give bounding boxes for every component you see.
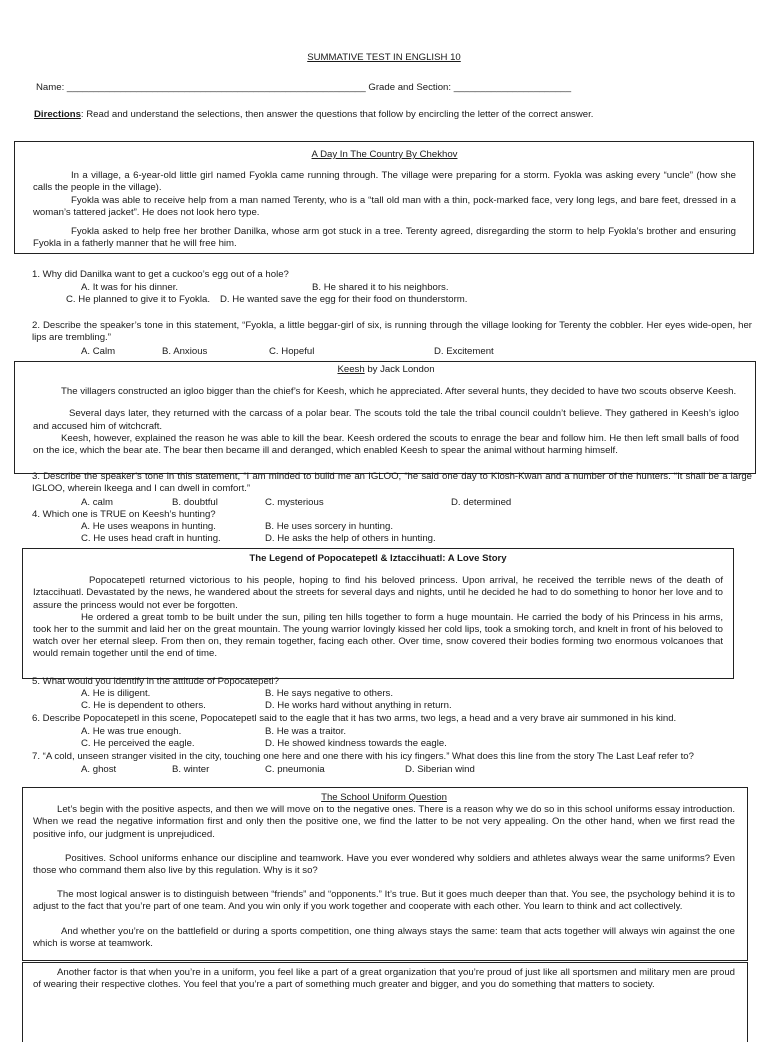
option-d[interactable]: D. He works hard without anything in return. — [265, 700, 452, 711]
story-paragraph: Fyokla was able to receive help from a man named Terenty, who is a “tall old man with a thin, pock-marked face, very long legs, and bare feet, dressed in a woman’s tattered jacket”. He does not look hero type. — [33, 194, 736, 218]
option-b[interactable]: B. doubtful — [172, 497, 218, 508]
option-b[interactable]: B. He was a traitor. — [265, 726, 347, 737]
story-paragraph: The most logical answer is to distinguish between “friends” and “opponents.” It’s true. But it goes much deeper than that. You see, the psychology behind it is to adjust to the fact that you’re part of one team. And you win only if you work together and cooperate with each other. You learn to think and act collectively. — [33, 889, 735, 913]
story-title: The School Uniform Question — [321, 792, 447, 803]
option-d[interactable]: D. Excitement — [434, 346, 494, 357]
option-c[interactable]: C. pneumonia — [265, 764, 325, 775]
question-1-stem: 1. Why did Danilka want to get a cuckoo’s egg out of a hole? — [32, 269, 289, 280]
option-a[interactable]: A. Calm — [81, 346, 116, 357]
story-paragraph: The villagers constructed an igloo bigger than the chief’s for Keesh, which he appreciated. After several hunts, they decided to have two scouts observe Keesh. — [61, 386, 737, 398]
question-7-stem: 7. “A cold, unseen stranger visited in the city, touching one here and one there with his icy fingers.” What does this line from the story The Last Leaf refer to? — [32, 751, 694, 762]
story-box-popocatepetl — [22, 548, 734, 679]
option-c[interactable]: C. He uses head craft in hunting. — [81, 533, 221, 544]
option-b[interactable]: B. He uses sorcery in hunting. — [265, 521, 393, 532]
story-box-keesh — [14, 361, 756, 474]
story-title: A Day In The Country By Chekhov — [311, 149, 458, 160]
option-c[interactable]: C. He planned to give it to Fyokla. — [66, 294, 210, 305]
option-a[interactable]: A. calm — [81, 497, 113, 508]
question-2-stem: 2. Describe the speaker’s tone in this statement, “Fyokla, a little beggar-girl of six, is running through the village looking for Terenty the cobbler. Her eyes wide-open, her lips are trembling.” — [32, 320, 752, 344]
story-paragraph: Positives. School uniforms enhance our discipline and teamwork. Have you ever wondered why soldiers and athletes always wear the same uniforms? Even those who command them also live by this regulation. Why is it so? — [33, 852, 735, 877]
page-title: SUMMATIVE TEST IN ENGLISH 10 — [307, 52, 461, 63]
story-paragraph: Keesh, however, explained the reason he was able to kill the bear. Keesh ordered the scouts to enrage the bear and follow him. He then left small balls of food on the ice, which the bear ate. The bear then became ill and deranged, which enabled Keesh to spear the animal without harming himself. — [33, 432, 739, 457]
option-b[interactable]: B. winter — [172, 764, 210, 775]
option-a[interactable]: A. He was true enough. — [81, 726, 182, 737]
option-c[interactable]: C. Hopeful — [269, 346, 315, 357]
story-paragraph: And whether you’re on the battlefield or during a sports competition, one thing always stays the same: team that acts together will always win against the one which is worse at teamwork. — [33, 925, 735, 949]
story-title: The Legend of Popocatepetl & Iztaccihuatl: A Love Story — [249, 553, 507, 564]
option-d[interactable]: D. determined — [451, 497, 512, 508]
story-paragraph: In a village, a 6-year-old little girl named Fyokla came running through. The village were preparing for a storm. Fyokla was asking every “uncle” (how she calls the people in the village). — [33, 170, 736, 194]
option-a[interactable]: A. ghost — [81, 764, 117, 775]
option-d[interactable]: D. He wanted save the egg for their food on thunderstorm. — [220, 294, 468, 305]
option-c[interactable]: C. He perceived the eagle. — [81, 738, 195, 749]
option-a[interactable]: A. It was for his dinner. — [81, 282, 179, 293]
directions-text: : Read and understand the selections, then answer the questions that follow by encircling the letter of the correct answer. — [80, 109, 594, 120]
story-paragraph: Several days later, they returned with the carcass of a polar bear. The scouts told the tale the tribal council couldn’t believe. They gathered in Keesh’s igloo and accused him of witchcraft. — [33, 408, 739, 432]
story-paragraph: Popocatepetl returned victorious to his people, hoping to find his beloved princess. Upon arrival, he received the terrible news of the death of Iztaccihuatl. Devastated by the news, he wandered about the streets for several days and nights, until he decided he had to do something to honor her love and to assure the princess would not ever be forgotten. — [33, 575, 723, 611]
story-box-school-uniform-continued — [22, 962, 748, 1042]
directions — [34, 109, 754, 121]
option-b[interactable]: B. He says negative to others. — [265, 688, 393, 699]
question-4-stem: 4. Which one is TRUE on Keesh’s hunting? — [32, 509, 216, 520]
question-3-stem: 3. Describe the speaker’s tone in this statement, “I am minded to build me an IGLOO, “he said one day to Klosh-Kwan and a number of the hunters. “It shall be a large IGLOO, wherein Ikeega and I can dwell in comfort.” — [32, 471, 752, 495]
directions-label: Directions — [34, 109, 81, 120]
story-box-chekhov — [14, 141, 754, 254]
story-paragraph: Another factor is that when you’re in a uniform, you feel like a part of a great organization that you’re proud of just like all sportsmen and military men are proud of wearing their respective clothes. You feel that you’re a part of something much greater and bigger, and you do something that matters to society. — [33, 967, 735, 991]
option-d[interactable]: D. Siberian wind — [405, 764, 475, 775]
option-a[interactable]: A. He is diligent. — [81, 688, 151, 699]
story-box-school-uniform — [22, 787, 748, 961]
option-a[interactable]: A. He uses weapons in hunting. — [81, 521, 216, 532]
option-c[interactable]: C. mysterious — [265, 497, 324, 508]
story-title: Keesh by Jack London — [337, 364, 435, 375]
name-grade-line[interactable]: Name: ________________________________________________________ Grade and Section: ______________________ — [36, 82, 572, 93]
option-d[interactable]: D. He showed kindness towards the eagle. — [265, 738, 447, 749]
option-b[interactable]: B. Anxious — [162, 346, 208, 357]
question-5-stem: 5. What would you identify in the attitude of Popocatepetl? — [32, 676, 279, 687]
option-b[interactable]: B. He shared it to his neighbors. — [312, 282, 449, 293]
story-paragraph: He ordered a great tomb to be built under the sun, piling ten hills together to form a huge mountain. He carried the body of his Princess in his arms, took her to the summit and laid her on the great mountain. The young warrior lovingly kissed her cold lips, took a smoking torch, and knelt in front of his beloved to watch over her eternal sleep. From then on, they remain together, facing each other. Over time, snow covered their bodies forming two enormous volcanoes that would remain together until the end of time. — [33, 611, 723, 660]
story-paragraph: Let’s begin with the positive aspects, and then we will move on to the negative ones. There is a reason why we do so in this school uniforms essay introduction. When we read the negative information first and only then the positive one, we find the latter to be not very appealing. On the other hand, when we first read the positive info, our judgment is unprejudiced. — [33, 804, 735, 840]
question-6-stem: 6. Describe Popocatepetl in this scene, Popocatepetl said to the eagle that it has two arms, two legs, a head and a very brave air summoned in his kind. — [32, 713, 677, 724]
option-c[interactable]: C. He is dependent to others. — [81, 700, 206, 711]
story-paragraph: Fyokla asked to help free her brother Danilka, whose arm got stuck in a tree. Terenty agreed, disregarding the storm to help Fyokla’s brother and ensuring Fyokla in a fatherly manner that he will free him. — [33, 226, 736, 250]
option-d[interactable]: D. He asks the help of others in hunting. — [265, 533, 436, 544]
